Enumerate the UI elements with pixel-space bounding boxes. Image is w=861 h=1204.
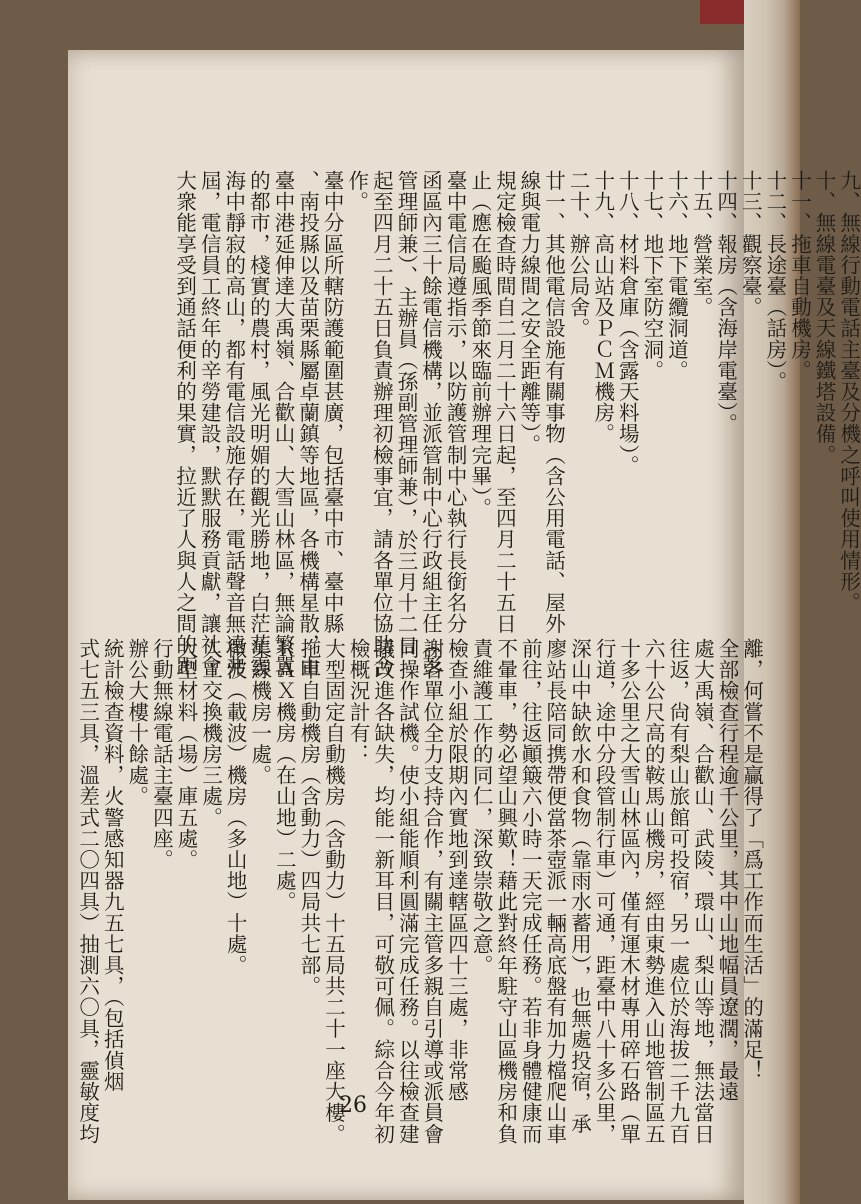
bottom-text-column: 大型材料（場）庫五處。 — [173, 638, 198, 871]
bottom-text-column: 全部檢查行程逾千公里，其中山地幅員遼濶，最遠 — [715, 638, 740, 1103]
top-text-column: 十、無線電臺及天線鐵塔設備。 — [812, 170, 837, 466]
top-text-block — [172, 170, 861, 677]
bottom-text-column: 大型固定自動機房（含動力）十五局共二十一座大樓。 — [321, 638, 346, 1145]
top-text-column: 海中靜寂的高山，都有電信設施存在，電話聲音無遠弗 — [221, 170, 246, 677]
bottom-text-column: 拖車自動機房（含動力）四局共七部。 — [296, 638, 321, 997]
bottom-text-column: 檢查小組於限期內實地到達轄區四十三處，非常感 — [444, 638, 469, 1103]
bottom-text-column: 深山中缺飲水和食物（靠雨水蓄用），也無處投宿，承 — [567, 638, 592, 1135]
top-text-column: 管理師兼）、主辦員（孫副管理師兼），於三月十二日 — [393, 170, 418, 656]
top-text-column: 函區內三十餘電信機構，並派管制中心行政組主任（彭 — [418, 170, 443, 677]
bottom-text-column: ＲＡＸ機房（在山地）二處。 — [272, 638, 297, 913]
bottom-text-column: 行道，途中分段管制行車）可通，距臺中八十多公里， — [592, 638, 617, 1145]
bottom-text-column: 統計檢查資料，火警感知器九五七具，（包括偵烟 — [100, 638, 125, 1092]
top-text-column: 臺中分區所轄防護範圍甚廣，包括臺中市、臺中縣 — [320, 170, 345, 635]
top-text-column: 規定檢查時間自二月二十六日起，至四月二十五日 — [492, 170, 517, 635]
bottom-text-column: 行動無線電話主臺四座。 — [149, 638, 174, 871]
page-number: 26 — [339, 1093, 367, 1118]
bottom-text-column: 前往，往返顚簸六小時一天完成任務。若非身體健康而 — [518, 638, 543, 1145]
bottom-text-column: 檢概況計有： — [346, 638, 371, 765]
bottom-text-column: 不暈車，勢必望山興歎！藉此對終年駐守山區機房和負 — [493, 638, 518, 1145]
top-text-column: 十六、地下電纜洞道。 — [664, 170, 689, 381]
top-text-column: 十九、高山站及ＰＣＭ機房。 — [590, 170, 615, 445]
top-text-column: 、南投縣以及苗栗縣屬卓蘭鎮等地區，各機構星散，由 — [295, 170, 320, 677]
top-text-column: 的都市，棧實的農村，風光明媚的觀光勝地，白茫茫雲 — [246, 170, 271, 677]
bottom-text-column: 集線機房一處。 — [247, 638, 272, 786]
top-text-column: 廿一、其他電信設施有關事物（含公用電話、屋外 — [541, 170, 566, 635]
bottom-text-column: 微波（載波）機房（多山地）十處。 — [223, 638, 248, 976]
bottom-text-column: 人工交換機房三處。 — [198, 638, 223, 828]
top-text-column: 臺中電信局遵指示，以防護管制中心執行長銜名分 — [443, 170, 468, 635]
top-text-column: 止（應在颱風季節來臨前辦理完畢）。 — [467, 170, 492, 519]
bottom-text-column: 辦公大樓十餘處。 — [124, 638, 149, 807]
top-text-column: 大衆能享受到通話便利的果實，拉近了人與人之間的距 — [172, 170, 197, 677]
bottom-text-column: 責維護工作的同仁，深致崇敬之意。 — [469, 638, 494, 976]
bottom-text-column: 議改進各缺失，均能一新耳目，可敬可佩。綜合今年初 — [370, 638, 395, 1145]
bottom-text-column: 六十公尺高的鞍馬山機房，經由東勢進入山地管制區五 — [641, 638, 666, 1145]
top-text-column: 屆，電信員工終年的辛勞建設，默默服務貢獻，讓社會 — [197, 170, 222, 677]
top-text-column: 十二、長途臺（話房）。 — [762, 170, 787, 392]
top-text-column: 十一、拖車自動機房。 — [787, 170, 812, 381]
bottom-text-column: 離，何嘗不是贏得了「爲工作而生活」的滿足！ — [739, 638, 764, 1082]
bottom-text-column: 謝各單位全力支持合作，有關主管多親自引導或派員會 — [419, 638, 444, 1145]
bottom-text-column: 同操作試機。使小組能順利圓滿完成任務。以往檢查建 — [395, 638, 420, 1145]
top-text-column: 十七、地下室防空洞。 — [639, 170, 664, 381]
top-text-column: 十五、營業室。 — [689, 170, 714, 318]
top-text-column: 二十、辦公局舍。 — [566, 170, 591, 339]
top-text-column: 十四、報房（含海岸電臺）。 — [713, 170, 738, 435]
top-text-column: 線與電力線間之安全距離等）。 — [516, 170, 541, 456]
top-text-column: 十三、觀察臺。 — [738, 170, 763, 318]
bottom-text-column: 十多公里之大雪山林區內，僅有運木材專用碎石路（單 — [616, 638, 641, 1145]
bottom-text-column: 式七五三具，溫差式二〇四具）抽測六〇具，靈敏度均 — [75, 638, 100, 1145]
bottom-text-column: 廖站長陪同携帶便當茶壺派一輛高底盤有加力檔爬山車 — [542, 638, 567, 1145]
top-text-column: 十八、材料倉庫（含露天料場）。 — [615, 170, 640, 477]
top-text-column: 九、無線行動電話主臺及分機之呼叫使用情形。 — [836, 170, 861, 614]
top-text-column: 作。 — [344, 170, 369, 213]
top-text-column: 臺中港延伸達大禹嶺、合歡山、大雪山林區，無論繁囂 — [270, 170, 295, 677]
bottom-text-column: 處大禹嶺、合歡山、武陵、環山、梨山等地，無法當日 — [690, 638, 715, 1145]
bottom-text-column: 往返，尙有梨山旅館可投宿，另一處位於海拔二千九百 — [665, 638, 690, 1145]
top-text-column: 起至四月二十五日負責辦理初檢事宜，請各單位協助合 — [369, 170, 394, 677]
